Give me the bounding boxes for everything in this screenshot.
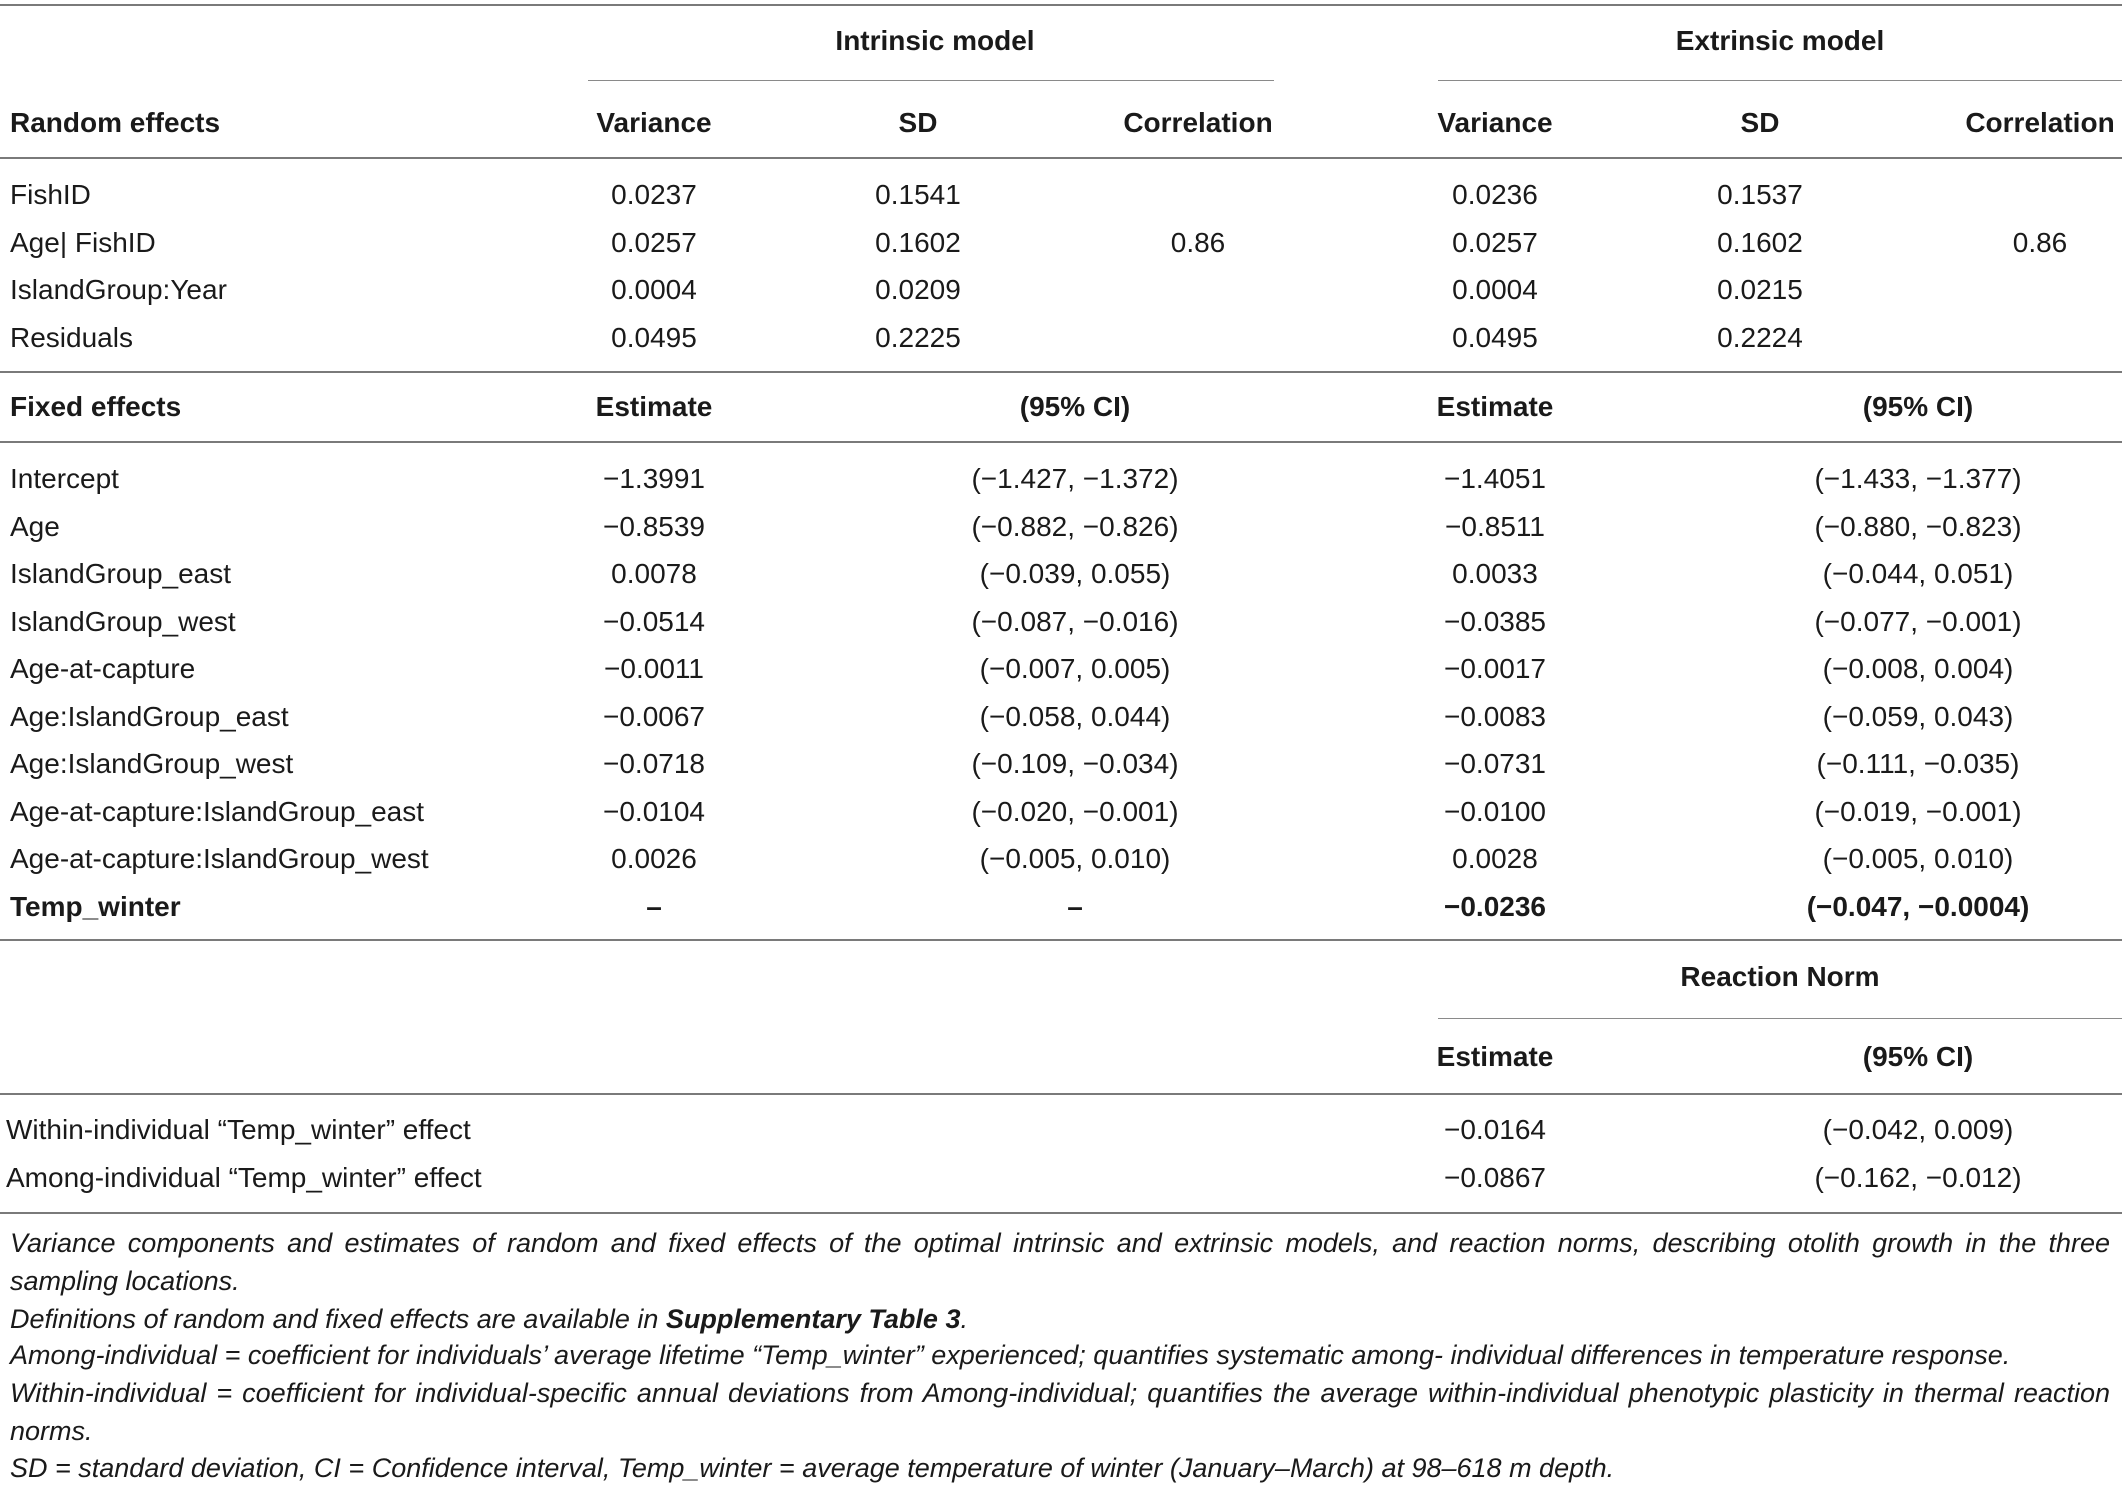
extrinsic-estimate-value: −1.4051 [1444,463,1546,494]
footnote-definitions-text: Definitions of random and fixed effects are available in [10,1304,666,1334]
reaction-norm-header: Reaction Norm [1680,961,1880,992]
intrinsic-variance-value: 0.0495 [611,321,697,353]
extrinsic-sd-value: 0.0215 [1717,274,1803,305]
intrinsic-sd-value: 0.1541 [875,179,961,210]
extrinsic-ci-value: (−0.059, 0.043) [1822,700,2014,732]
intrinsic-ci-value: (−0.109, −0.034) [971,748,1179,779]
extrinsic-estimate-value: −0.0017 [1444,653,1546,684]
reaction-norm-estimate-value: −0.0164 [1444,1114,1546,1145]
intrinsic-estimate-value: – [646,890,662,922]
table-row-label: IslandGroup_west [10,605,236,637]
extrinsic-estimate-value: 0.0033 [1452,558,1538,589]
extrinsic-estimate-value: 0.0028 [1452,843,1538,874]
intrinsic-ci-value: (−0.087, −0.016) [971,605,1179,637]
intrinsic-sd-value: 0.2225 [875,321,961,353]
intrinsic-ci-value: (−0.882, −0.826) [971,510,1179,542]
extrinsic-ci-value: (−0.044, 0.051) [1822,558,2014,589]
extrinsic-variance-value: 0.0004 [1452,274,1538,305]
extrinsic-ci-value: (−0.111, −0.035) [1816,748,2020,779]
intrinsic-estimate-value: −0.0067 [603,700,705,732]
col-sd-extrinsic: SD [1740,107,1780,138]
intrinsic-header-rule [588,80,1274,81]
intrinsic-ci-value: (−1.427, −1.372) [971,463,1179,494]
intrinsic-ci-value: (−0.039, 0.055) [979,558,1171,589]
intrinsic-ci-value: – [1067,890,1083,922]
intrinsic-variance-value: 0.0004 [611,274,697,305]
extrinsic-ci-value: (−1.433, −1.377) [1814,463,2022,494]
extrinsic-variance-value: 0.0257 [1452,226,1538,258]
table-row-label: Intercept [10,463,119,494]
intrinsic-estimate-value: −0.0104 [603,795,705,827]
intrinsic-estimate-value: −0.8539 [603,510,705,542]
extrinsic-sd-value: 0.1602 [1717,226,1803,258]
table-row-label: Residuals [10,321,133,353]
footnote-caption: Variance components and estimates of random and fixed effects of the optimal intrinsic and extrinsic models, and reaction norms, describing otolith growth in the three sampling locations. [10,1228,2110,1296]
random-bottom-rule [0,371,2122,373]
reaction-norm-col-rule [0,1093,2122,1095]
extrinsic-sd-value: 0.1537 [1717,179,1803,210]
table-row-label: Age:IslandGroup_west [10,748,294,779]
extrinsic-variance-value: 0.0236 [1452,179,1538,210]
reaction-norm-ci-value: (−0.042, 0.009) [1822,1114,2014,1145]
footnote-among-individual: Among-individual = coefficient for individuals’ average lifetime “Temp_winter” experienced; quantifies systematic among- individual differences in temperature response. [10,1340,2011,1370]
intrinsic-sd-value: 0.0209 [875,274,961,305]
fixed-bottom-rule [0,939,2122,941]
intrinsic-estimate-value: −1.3991 [603,463,705,494]
extrinsic-estimate-value: −0.0385 [1444,605,1546,637]
col-sd-intrinsic: SD [898,107,938,138]
table-row-label: Age-at-capture:IslandGroup_west [10,843,429,874]
col-ci-extrinsic: (95% CI) [1862,391,1974,422]
col-estimate-extrinsic: Estimate [1436,391,1554,422]
reaction-norm-header-rule [1438,1018,2122,1019]
table-row-label: Age [10,510,60,542]
supplementary-table-link[interactable]: Supplementary Table 3 [665,1304,961,1334]
extrinsic-ci-value: (−0.005, 0.010) [1822,843,2014,874]
intrinsic-estimate-value: −0.0514 [603,605,705,637]
footnote-definitions [10,1300,2110,1338]
table-row-label: Temp_winter [10,890,181,922]
fixed-header-rule [0,441,2122,443]
intrinsic-correlation-value: 0.86 [1170,226,1226,258]
extrinsic-estimate-value: −0.0083 [1444,700,1546,732]
extrinsic-estimate-value: −0.0100 [1444,795,1546,827]
table-bottom-rule [0,1212,2122,1214]
table-row-label: IslandGroup_east [10,558,232,589]
intrinsic-estimate-value: −0.0718 [603,748,705,779]
col-ci-reaction-norm: (95% CI) [1862,1041,1974,1072]
table-row-label: Among-individual “Temp_winter” effect [6,1161,482,1193]
footnote-abbreviations: SD = standard deviation, CI = Confidence interval, Temp_winter = average temperature of winter (January–March) at 98–618 m depth. [10,1453,1615,1483]
reaction-norm-estimate-value: −0.0867 [1444,1161,1546,1193]
col-variance-extrinsic: Variance [1437,107,1553,138]
intrinsic-ci-value: (−0.058, 0.044) [979,700,1171,732]
extrinsic-estimate-value: −0.0236 [1444,890,1546,922]
col-variance-intrinsic: Variance [596,107,712,138]
extrinsic-sd-value: 0.2224 [1717,321,1803,353]
random-header-rule [0,157,2122,159]
table-row-label: FishID [10,179,91,210]
reaction-norm-ci-value: (−0.162, −0.012) [1814,1161,2022,1193]
extrinsic-model-header: Extrinsic model [1675,25,1885,56]
intrinsic-variance-value: 0.0257 [611,226,697,258]
footnote-definitions-end: . [960,1304,968,1334]
col-estimate-reaction-norm: Estimate [1436,1041,1554,1072]
table-row-label: Age-at-capture:IslandGroup_east [10,795,425,827]
table-row-label: Age| FishID [10,226,156,258]
intrinsic-estimate-value: 0.0078 [611,558,697,589]
extrinsic-correlation-value: 0.86 [2012,226,2068,258]
table-row-label: IslandGroup:Year [10,274,227,305]
intrinsic-ci-value: (−0.020, −0.001) [971,795,1179,827]
table-row-label: Within-individual “Temp_winter” effect [6,1114,471,1145]
table-top-rule [0,4,2122,6]
random-effects-label: Random effects [10,107,221,138]
extrinsic-estimate-value: −0.0731 [1444,748,1546,779]
table-row-label: Age-at-capture [10,653,196,684]
intrinsic-ci-value: (−0.005, 0.010) [979,843,1171,874]
extrinsic-ci-value: (−0.019, −0.001) [1814,795,2022,827]
intrinsic-estimate-value: −0.0011 [604,653,704,684]
fixed-effects-label: Fixed effects [10,391,182,422]
extrinsic-ci-value: (−0.880, −0.823) [1814,510,2022,542]
extrinsic-ci-value: (−0.077, −0.001) [1814,605,2022,637]
col-correlation-extrinsic: Correlation [1965,107,2115,138]
extrinsic-variance-value: 0.0495 [1452,321,1538,353]
table-row-label: Age:IslandGroup_east [10,700,289,732]
col-correlation-intrinsic: Correlation [1123,107,1273,138]
intrinsic-model-header: Intrinsic model [835,25,1035,56]
footnote-within-individual: Within-individual = coefficient for individual-specific annual deviations from Among-individual; quantifies the average within-individual phenotypic plasticity in thermal reaction norms. [10,1378,2110,1446]
extrinsic-estimate-value: −0.8511 [1445,510,1545,542]
intrinsic-variance-value: 0.0237 [611,179,697,210]
extrinsic-ci-value: (−0.047, −0.0004) [1806,890,2030,922]
extrinsic-header-rule [1438,80,2122,81]
intrinsic-sd-value: 0.1602 [875,226,961,258]
intrinsic-ci-value: (−0.007, 0.005) [979,653,1171,684]
extrinsic-ci-value: (−0.008, 0.004) [1822,653,2014,684]
col-ci-intrinsic: (95% CI) [1019,391,1131,422]
col-estimate-intrinsic: Estimate [595,391,713,422]
intrinsic-estimate-value: 0.0026 [611,843,697,874]
